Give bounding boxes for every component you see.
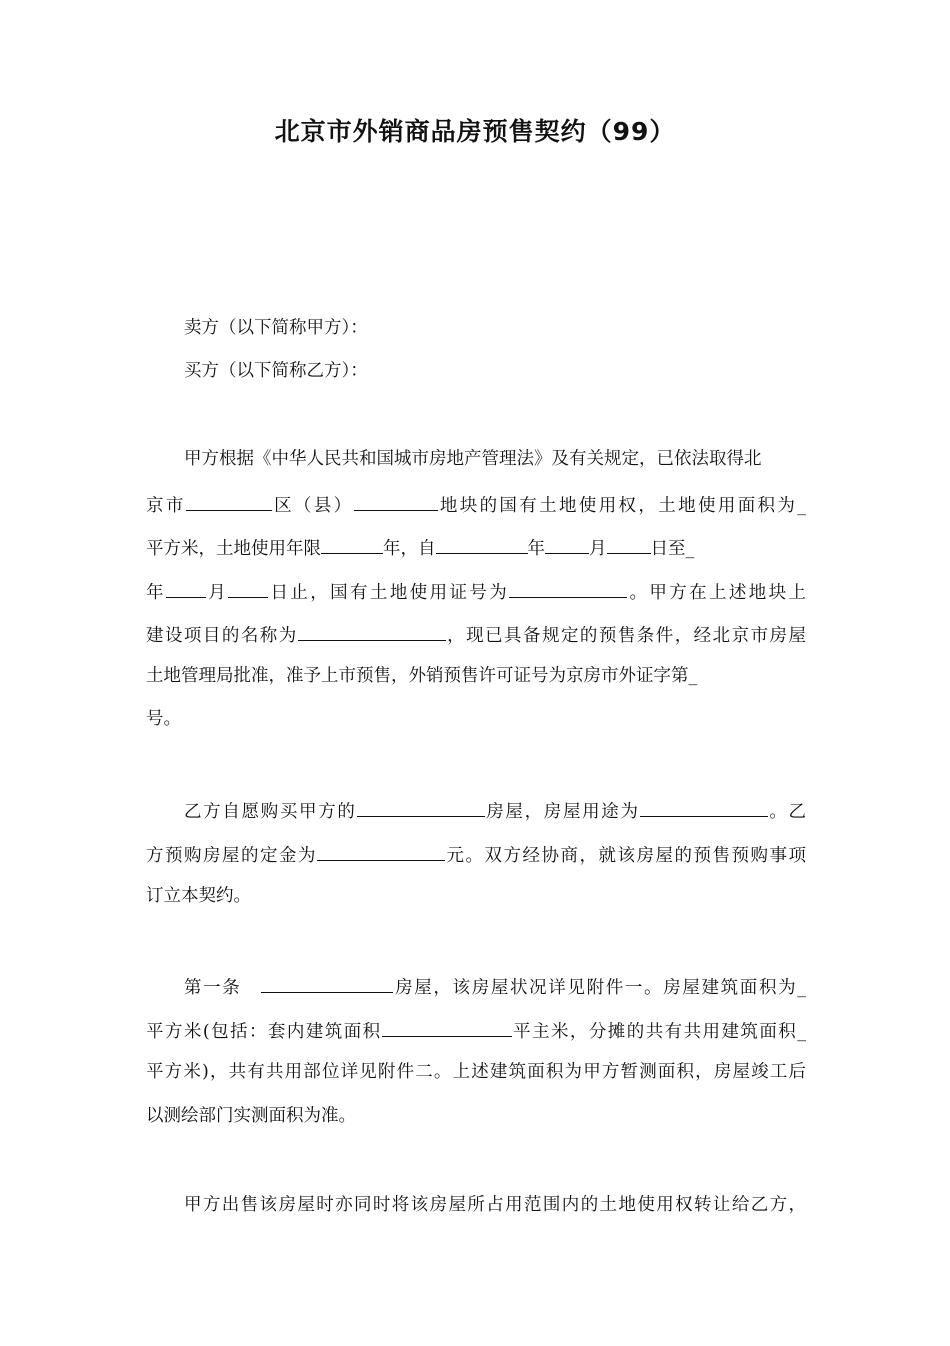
- para2-line1-text-c: 。乙: [767, 802, 807, 822]
- para2-line2-text-a: 方预购房屋的定金为: [146, 846, 317, 866]
- property-blank: [357, 796, 485, 817]
- deposit-blank: [317, 840, 445, 861]
- end-month-blank: [228, 577, 268, 598]
- start-month-blank: [545, 533, 589, 554]
- para1-line2-text-c: 地块的国有土地使用权，土地使用面积为_: [437, 496, 807, 516]
- start-day-blank: [607, 533, 651, 554]
- para1-line5-text-a: 建设项目的名称为: [146, 626, 298, 646]
- article1-line3: 平方米)，共有共用部位详见附件二。上述建筑面积为甲方暂测面积，房屋竣工后: [146, 1062, 806, 1082]
- para4-line1: 甲方出售该房屋时亦同时将该房屋所占用范围内的土地使用权转让给乙方，: [184, 1195, 806, 1215]
- article1-label: 第一条: [184, 978, 242, 998]
- article1-line2-text-b: 平主米，分摊的共有共用建筑面积_: [511, 1022, 807, 1042]
- para1-line2: [146, 490, 806, 518]
- usage-blank: [640, 796, 768, 817]
- para1-line3-text-a: 平方米，土地使用年限: [146, 539, 321, 559]
- para1-line6: 土地管理局批准，准予上市预售，外销预售许可证号为京房市外证字第_: [146, 666, 698, 686]
- para1-line3-text-b: 年，自: [383, 539, 436, 559]
- article1-line1-text-b: 房屋，该房屋状况详见附件一。房屋建筑面积为_: [393, 978, 807, 998]
- buyer-line: 买方（以下简称乙方）：: [184, 361, 368, 381]
- para1-line7: 号。: [146, 709, 181, 729]
- para2-line2-text-b: 元。双方经协商，就该房屋的预售预购事项: [445, 846, 806, 866]
- para2-line1-text-b: 房屋，房屋用途为: [484, 802, 640, 822]
- para2-line1: [184, 796, 806, 824]
- end-year-blank: [166, 577, 206, 598]
- para2-line2: [146, 840, 806, 868]
- land-term-blank: [321, 533, 383, 554]
- plot-blank: [354, 490, 438, 511]
- para1-line5-text-b: ，现已具备规定的预售条件，经北京市房屋: [445, 626, 806, 646]
- para1-line3-text-c: 年: [527, 539, 545, 559]
- para1-line4-text-d: 。甲方在上述地块上: [627, 583, 807, 603]
- inner-area-blank: [382, 1016, 512, 1037]
- land-cert-number-blank: [509, 577, 627, 598]
- para1-line2-text-a: 京市: [146, 496, 186, 516]
- article1-line2-text-a: 平方米(包括：套内建筑面积: [146, 1022, 382, 1042]
- para1-line4: [146, 577, 806, 605]
- para1-line4-text-c: 日止，国有土地使用证号为: [268, 583, 510, 603]
- para1-line4-text-a: 年: [146, 583, 166, 603]
- district-blank: [186, 490, 272, 511]
- project-name-blank: [298, 620, 446, 641]
- para1-line2-text-b: 区（县）: [271, 496, 354, 516]
- para1-line1: 甲方根据《中华人民共和国城市房地产管理法》及有关规定，已依法取得北: [184, 449, 762, 469]
- article1-line2: [146, 1016, 806, 1044]
- para2-line1-text-a: 乙方自愿购买甲方的: [184, 802, 357, 822]
- para2-line3: 订立本契约。: [146, 886, 251, 906]
- article1-line4: 以测绘部门实测面积为准。: [146, 1106, 356, 1126]
- document-title: 北京市外销商品房预售契约（99）: [274, 117, 676, 146]
- article1-line1: [184, 972, 806, 1000]
- article1-property-blank: [261, 972, 393, 993]
- para1-line3-text-e: 日至_: [650, 539, 695, 559]
- para1-line5: [146, 620, 806, 648]
- start-year-blank: [436, 533, 528, 554]
- seller-line: 卖方（以下简称甲方）：: [184, 318, 368, 338]
- para1-line4-text-b: 月: [205, 583, 229, 603]
- para1-line3-text-d: 月: [589, 539, 607, 559]
- para1-line3: [146, 533, 806, 561]
